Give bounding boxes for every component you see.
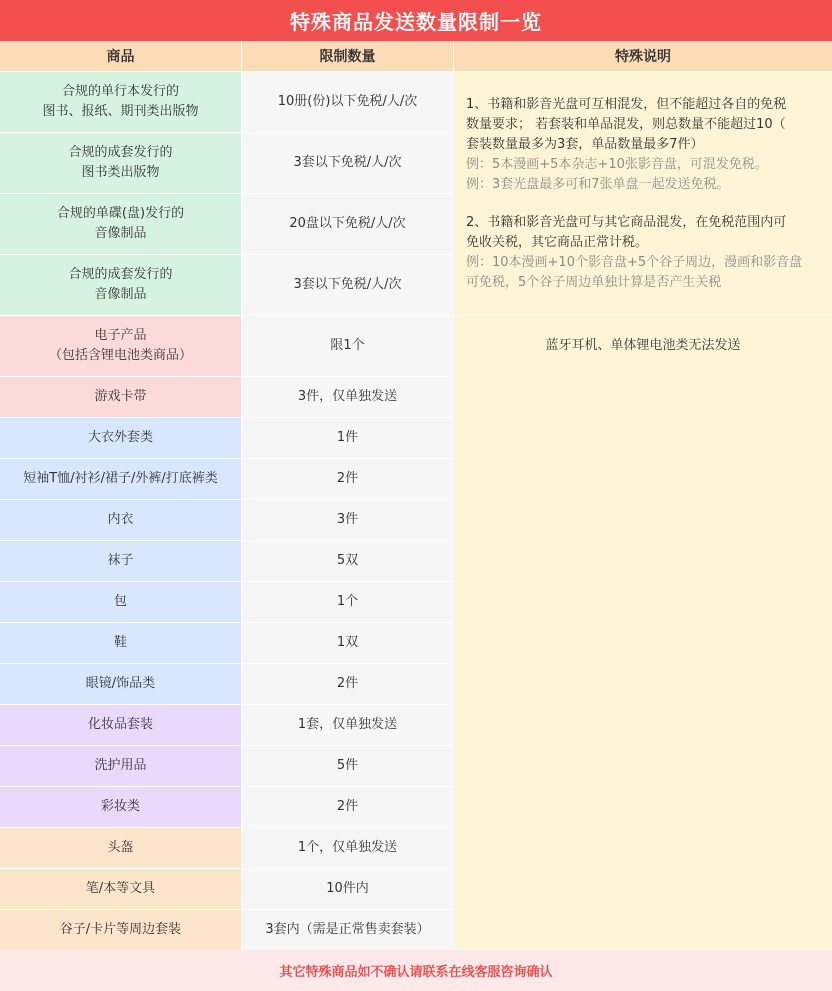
notes-block-other — [454, 316, 832, 949]
item-line: 音像制品 — [94, 226, 147, 241]
table-row-item: 内衣 — [0, 500, 241, 540]
note-line: 数量要求； 若套装和单品混发，则总数量不能超过10（ — [466, 117, 786, 132]
item-line: 合规的成套发行的 — [68, 267, 173, 282]
table-row-limit: 2件 — [242, 787, 453, 827]
table-row-item: 眼镜/饰品类 — [0, 664, 241, 704]
table-row-item — [0, 316, 241, 376]
note-line: 套装数量最多为3套，单品数量最多7件） — [466, 137, 704, 152]
note-media-mixing — [466, 95, 826, 195]
table-row-item: 游戏卡带 — [0, 377, 241, 417]
table-row-limit: 1件 — [242, 418, 453, 458]
note-line: 免收关税，其它商品正常计税。 — [466, 235, 649, 250]
header-item: 商品 — [0, 41, 241, 71]
row-divider — [0, 827, 454, 828]
table-row-item — [0, 72, 241, 132]
table-row-item: 头盔 — [0, 828, 241, 868]
row-divider — [0, 417, 454, 418]
table-row-limit: 10册(份)以下免税/人/次 — [242, 72, 453, 132]
table-row-item: 大衣外套类 — [0, 418, 241, 458]
table-row-limit: 5件 — [242, 746, 453, 786]
table-row-item: 短袖T恤/衬衫/裙子/外裤/打底裤类 — [0, 459, 241, 499]
table-row-item: 袜子 — [0, 541, 241, 581]
table-row-limit: 3套以下免税/人/次 — [242, 255, 453, 315]
table-row-limit: 1双 — [242, 623, 453, 663]
row-divider — [0, 193, 454, 194]
note-line: 2、书籍和影音光盘可与其它商品混发，在免税范围内可 — [466, 215, 787, 230]
table-row-limit: 20盘以下免税/人/次 — [242, 194, 453, 254]
row-divider — [0, 458, 454, 459]
item-line: 电子产品 — [94, 328, 147, 343]
note-electronics: 蓝牙耳机、单体锂电池类无法发送 — [545, 338, 741, 353]
row-divider — [0, 581, 454, 582]
row-divider — [0, 540, 454, 541]
note-example: 例：10本漫画+10个影音盘+5个谷子周边，漫画和影音盘 — [466, 255, 803, 270]
row-divider — [0, 132, 454, 133]
table-row-item: 包 — [0, 582, 241, 622]
table-row-limit: 2件 — [242, 664, 453, 704]
table-row-item: 谷子/卡片等周边套装 — [0, 910, 241, 950]
table-row-limit: 2件 — [242, 459, 453, 499]
item-line: 合规的单行本发行的 — [61, 84, 179, 99]
table-row-limit: 10件内 — [242, 869, 453, 909]
item-line: 合规的成套发行的 — [68, 145, 173, 160]
table-row-limit: 3件 — [242, 500, 453, 540]
note-example: 例：3套光盘最多可和7张单盘一起发送免税。 — [466, 177, 730, 192]
row-divider — [0, 909, 454, 910]
row-divider — [0, 704, 454, 705]
table-row-item — [0, 255, 241, 315]
table-row-limit: 1个 — [242, 582, 453, 622]
row-divider — [0, 499, 454, 500]
item-line: 图书、报纸、期刊类出版物 — [42, 104, 199, 119]
table-row-item: 洗护用品 — [0, 746, 241, 786]
table-row-item: 彩妆类 — [0, 787, 241, 827]
item-line: 图书类出版物 — [81, 165, 160, 180]
header-limit: 限制数量 — [242, 41, 453, 71]
table-row-limit: 1套，仅单独发送 — [242, 705, 453, 745]
header-notes: 特殊说明 — [454, 41, 832, 71]
row-divider — [0, 745, 454, 746]
table-row-limit: 3套内（需是正常售卖套装） — [242, 910, 453, 950]
note-media-with-other — [466, 213, 826, 293]
row-divider — [0, 622, 454, 623]
table-row-limit: 5双 — [242, 541, 453, 581]
table-row-item — [0, 194, 241, 254]
table-row-limit: 限1个 — [242, 316, 453, 376]
page-title: 特殊商品发送数量限制一览 — [0, 0, 832, 41]
table-row-item — [0, 133, 241, 193]
item-line: （包括含锂电池类商品） — [48, 348, 192, 363]
row-divider — [0, 786, 454, 787]
table-row-item: 鞋 — [0, 623, 241, 663]
table-row-item: 笔/本等文具 — [0, 869, 241, 909]
table-row-limit: 3套以下免税/人/次 — [242, 133, 453, 193]
note-example: 可免税，5个谷子周边单独计算是否产生关税 — [466, 275, 722, 290]
footer-contact-note: 其它特殊商品如不确认请联系在线客服咨询确认 — [0, 950, 832, 991]
table-row-limit: 1个，仅单独发送 — [242, 828, 453, 868]
row-divider — [0, 663, 454, 664]
row-divider — [0, 868, 454, 869]
table-row-limit: 3件，仅单独发送 — [242, 377, 453, 417]
note-line: 1、书籍和影音光盘可互相混发，但不能超过各自的免税 — [466, 97, 787, 112]
item-line: 音像制品 — [94, 287, 147, 302]
row-divider — [0, 254, 454, 255]
table-row-item: 化妆品套装 — [0, 705, 241, 745]
row-divider — [0, 315, 454, 316]
note-example: 例：5本漫画+5本杂志+10张影音盘，可混发免税。 — [466, 157, 768, 172]
row-divider — [0, 376, 454, 377]
item-line: 合规的单碟(盘)发行的 — [56, 206, 185, 221]
